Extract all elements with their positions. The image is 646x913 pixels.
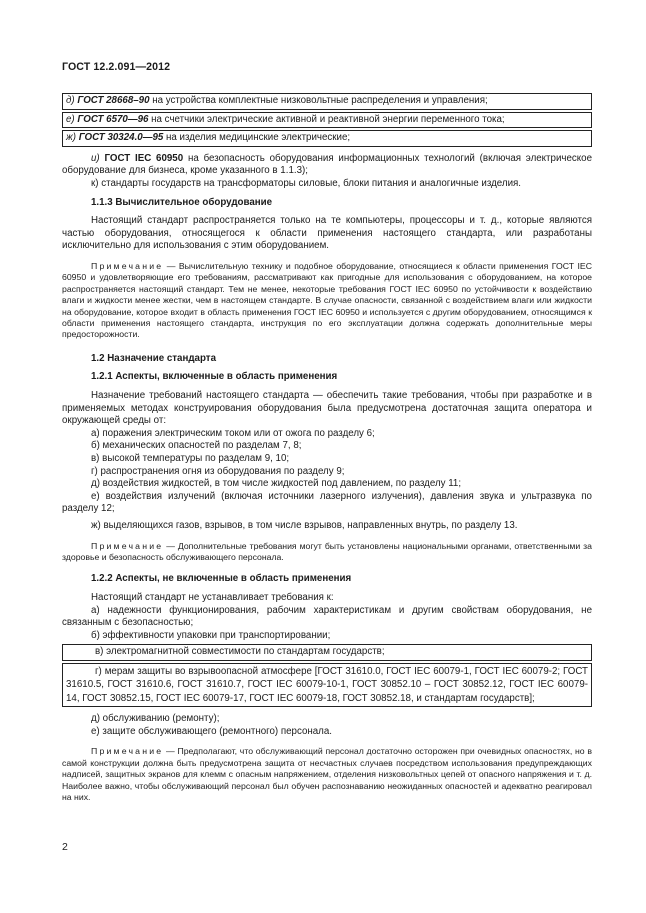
boxed-item-v: в) электромагнитной совместимости по стандартам государств; [62,644,592,661]
para-1-2-1: Назначение требований настоящего стандарта — обеспечить такие требования, чтобы при разработке и в применяемых методах конструирования оборудования была предусмотрена достаточная защита оператора и окружающей среды от: [62,389,592,427]
list-item: б) механических опасностей по разделам 7, 8; [91,440,302,452]
list-item: а) поражения электрическим током или от ожога по разделу 6; [91,427,375,439]
list-item: е) воздействия излучений (включая источники лазерного излучения), давления звука и ультразвука по разделу 12; [62,490,592,515]
boxed-item-d: д) ГОСТ 28668–90 на устройства комплектные низковольтные распределения и управления; [62,93,592,110]
heading-1-2: 1.2 Назначение стандарта [91,352,217,364]
document-header: ГОСТ 12.2.091—2012 [62,61,171,73]
note-1-1-3: Примечание — Вычислительную технику и подобное оборудование, относящиеся к области применения ГОСТ IEC 60950 и удовлетворяющие его требованиям, рассматривают как пригодные для использования с оборудованием, на которое распространяется настоящий стандарт. Тем не менее, некоторые требования ГОСТ IEC 60950 по устойчивости к воздействию влаги и жидкости менее жестки, чем в настоящем стандарте. В случае опасности, связанной с воздействием влаги или жидкости на оборудование, которое входит в область применения ГОСТ IEC 60950 и используется с другим оборудованием, относящимся к области применения настоящего стандарта, инструкция по его эксплуатации должна содержать дополнительные меры предосторожности. [62,260,592,340]
note-1-2-2: Примечание — Предполагают, что обслуживающий персонал достаточно осторожен при очевидных опасностях, но в самой конструкции должна быть предусмотрена защита от несчастных случаев посредством использования предупреждающих надписей, защитных экранов для клемм с опасным напряжением, отделения низковольтных цепей от опасного напряжения и т. д. Наиболее важно, чтобы обслуживающий персонал был обучен распознаванию неожиданных опасностей и адекватно реагировал на них. [62,746,592,802]
item-i: и) ГОСТ IEC 60950 на безопасность оборудования информационных технологий (включая электрическое оборудование для бизнеса, кроме указанного в 1.1.3); [62,152,592,177]
boxed-item-g: г) мерам защиты во взрывоопасной атмосфере [ГОСТ 31610.0, ГОСТ IEC 60079-1, ГОСТ IEC 60079-2; ГОСТ 31610.5, ГОСТ 31610.6, ГОСТ 31610.7, ГОСТ IEC 60079-10-1, ГОСТ 30852.10 – ГОСТ 30852.12, ГОСТ IEC 60079-14, ГОСТ 30852.15, ГОСТ IEC 60079-17, ГОСТ IEC 60079-18, ГОСТ 30852.18, и стандартам государств]; [62,663,592,707]
para-1-1-3: Настоящий стандарт распространяется только на те компьютеры, процессоры и т. д., которые являются частью оборудования, относящегося к области применения настоящего стандарта, или разработаны исключительно для использования с этим оборудованием. [62,215,592,252]
para-1-2-2: Настоящий стандарт не устанавливает требования к: [91,591,334,603]
list-item: е) защите обслуживающего (ремонтного) персонала. [91,725,333,737]
list-item: д) обслуживанию (ремонту); [91,713,220,725]
list-item: а) надежности функционирования, рабочим характеристикам и другим свойствам оборудования, не связанным с безопасностью; [62,604,592,629]
list-item: г) распространения огня из оборудования по разделу 9; [91,465,345,477]
note-1-2-1: Примечание — Дополнительные требования могут быть установлены национальными органами, ответственными за здоровье и безопасность обслуживающего персонала. [62,540,592,562]
heading-1-1-3: 1.1.3 Вычислительное оборудование [91,196,273,208]
boxed-item-e: е) ГОСТ 6570—96 на счетчики электрические активной и реактивной энергии переменного тока; [62,112,592,129]
page-number: 2 [62,841,68,853]
list-item: в) высокой температуры по разделам 9, 10; [91,452,290,464]
document-body [62,93,592,803]
heading-1-2-2: 1.2.2 Аспекты, не включенные в область применения [91,573,352,585]
boxed-item-zh: ж) ГОСТ 30324.0—95 на изделия медицинские электрические; [62,130,592,147]
list-item: б) эффективности упаковки при транспортировании; [91,629,331,641]
list-item: ж) выделяющихся газов, взрывов, в том числе взрывов, направленных внутрь, по разделу 13. [91,519,518,531]
list-item: д) воздействия жидкостей, в том числе жидкостей под давлением, по разделу 11; [91,478,462,490]
item-k: к) стандарты государств на трансформаторы силовые, блоки питания и аналогичные изделия. [91,177,522,189]
heading-1-2-1: 1.2.1 Аспекты, включенные в область применения [91,371,338,383]
